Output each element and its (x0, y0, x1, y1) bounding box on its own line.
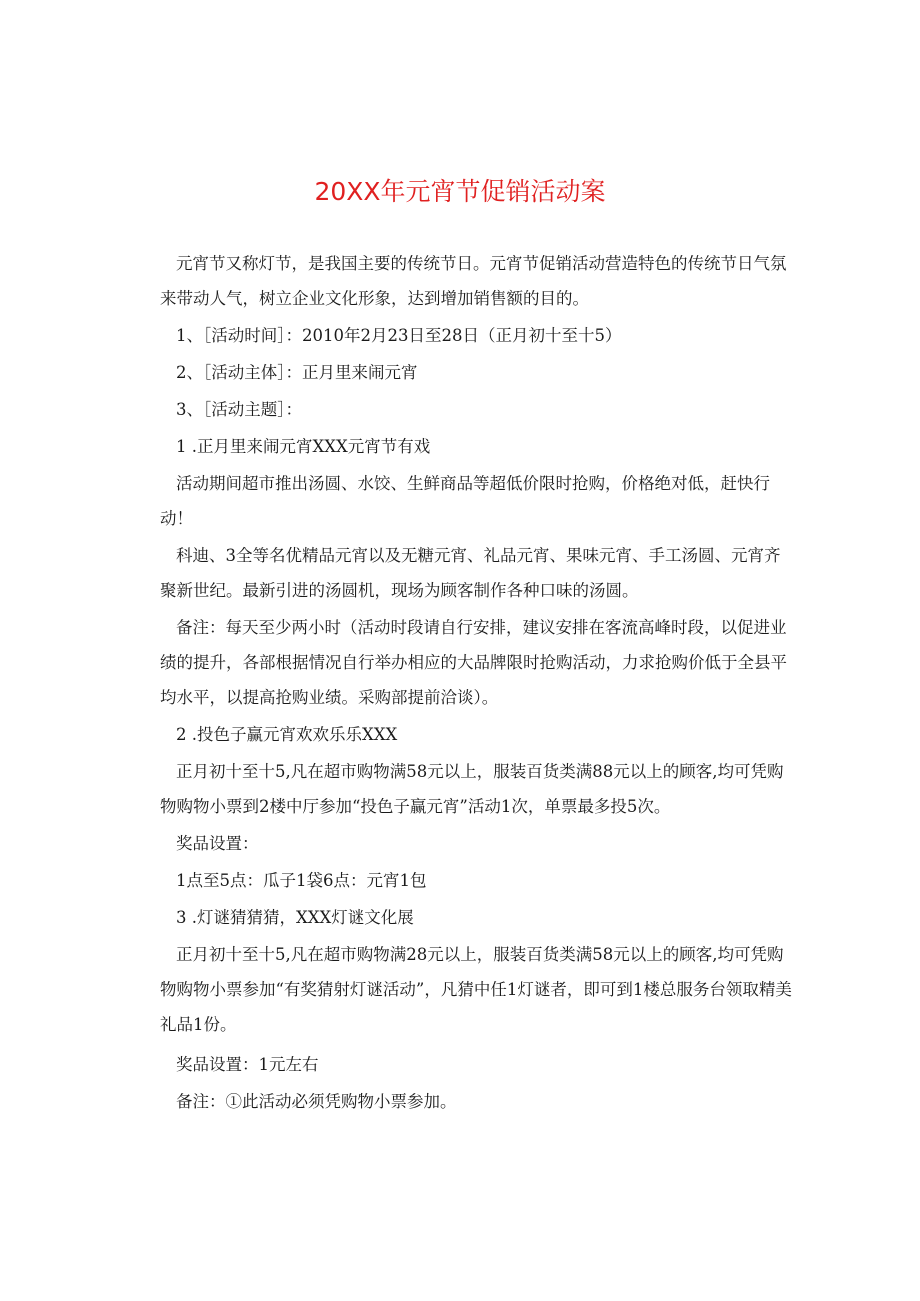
activity-time: 1、［活动时间］：2010年2月23日至28日（正月初十至十5） (176, 326, 622, 345)
theme-2-heading: 2 .投色子赢元宵欢欢乐乐XXX (176, 725, 398, 744)
activity-subject: 2、［活动主体］：正月里来闹元宵 (176, 363, 418, 382)
theme-1-products: 科迪、3全等名优精品元宵以及无糖元宵、礼品元宵、果味元宵、手工汤圆、元宵齐聚新世纪。最新引进的汤圆机，现场为顾客制作各种口味的汤圆。 (160, 546, 781, 600)
document-title: 20XX年元宵节促销活动案 (314, 177, 606, 206)
theme-2-prize-detail: 1点至5点：瓜子1袋6点：元宵1包 (176, 871, 427, 890)
theme-1-description: 活动期间超市推出汤圆、水饺、生鲜商品等超低价限时抢购，价格绝对低，赶快行动！ (160, 474, 770, 528)
theme-3-heading: 3 .灯谜猜猜猜，XXX灯谜文化展 (176, 908, 414, 927)
theme-2-description: 正月初十至十5,凡在超市购物满58元以上，服装百货类满88元以上的顾客,均可凭购物购物小票到2楼中厅参加“投色子赢元宵”活动1次，单票最多投5次。 (160, 762, 784, 816)
theme-2-prize-heading: 奖品设置： (176, 834, 259, 853)
theme-3-note: 备注：①此活动必须凭购物小票参加。 (176, 1092, 457, 1111)
intro-paragraph: 元宵节又称灯节，是我国主要的传统节日。元宵节促销活动营造特色的传统节日气氛来带动人气，树立企业文化形象，达到增加销售额的目的。 (160, 254, 787, 308)
theme-1-note: 备注：每天至少两小时（活动时段请自行安排，建议安排在客流高峰时段，以促进业绩的提升，各部根据情况自行举办相应的大品牌限时抢购活动，力求抢购价低于全县平均水平，以提高抢购业绩。采购部提前洽谈）。 (160, 618, 787, 707)
theme-3-prize: 奖品设置：1元左右 (176, 1055, 319, 1074)
activity-theme-heading: 3、［活动主题］： (176, 400, 302, 419)
theme-3-description: 正月初十至十5,凡在超市购物满28元以上，服装百货类满58元以上的顾客,均可凭购物购物小票参加“有奖猜射灯谜活动”，凡猜中任1灯谜者，即可到1楼总服务台领取精美礼品1份。 (160, 945, 792, 1034)
theme-1-heading: 1 .正月里来闹元宵XXX元宵节有戏 (176, 437, 431, 456)
document-body (160, 246, 796, 1121)
